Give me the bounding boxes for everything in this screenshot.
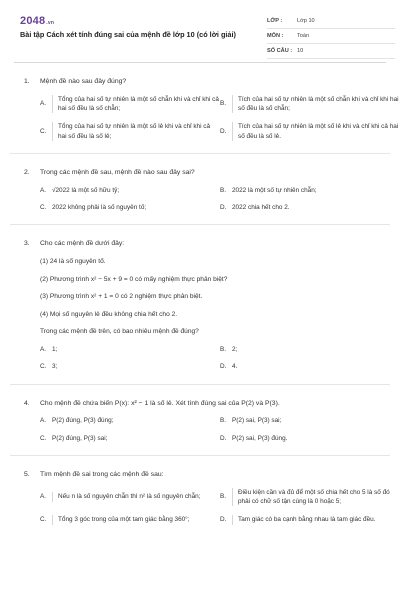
option-text: 1; xyxy=(52,345,58,353)
question-divider xyxy=(10,224,390,225)
statement-line: (2) Phương trình x² − 5x + 9 = 0 có mấy nghiệm thực phân biệt? xyxy=(40,275,228,283)
option-b[interactable] xyxy=(220,488,400,507)
option-text: 2022 không phải là số nguyên tố; xyxy=(52,204,147,212)
question-number: 3. xyxy=(24,240,30,248)
document-title: Bài tập Cách xét tính đúng sai của mệnh đề lớp 10 (có lời giải) xyxy=(20,30,236,39)
option-text: 2022 chia hết cho 2. xyxy=(232,204,290,212)
option-key: C. xyxy=(40,516,47,524)
option-text: 2022 là một số tự nhiên chẵn; xyxy=(232,186,317,194)
option-key: C. xyxy=(40,128,47,136)
statement-line: (3) Phương trình x² + 1 = 0 có 2 nghiệm thực phân biệt. xyxy=(40,293,203,301)
options-grid xyxy=(40,345,386,372)
option-key: A. xyxy=(40,493,47,501)
option-a[interactable] xyxy=(40,488,220,507)
option-b[interactable] xyxy=(220,345,400,354)
site-logo[interactable] xyxy=(20,14,54,30)
statement-line: (4) Mọi số nguyên lẻ đều không chia hết cho 2. xyxy=(40,310,178,318)
option-text: P(2) sai, P(3) đúng. xyxy=(232,434,288,442)
question-number: 2. xyxy=(24,168,30,176)
option-key: D. xyxy=(220,434,227,442)
option-a[interactable] xyxy=(40,186,220,195)
option-key: B. xyxy=(220,100,227,108)
option-key: A. xyxy=(40,345,47,353)
question-text: Trong các mệnh đề sau, mệnh đề nào sau đây sai? xyxy=(40,168,195,176)
options-grid xyxy=(40,416,386,443)
option-text: Nếu n là số nguyên chẵn thì n² là số nguyên chẵn; xyxy=(52,492,200,501)
question-4 xyxy=(24,399,386,443)
options-grid xyxy=(40,95,399,141)
option-key: C. xyxy=(40,363,47,371)
question-text: Cho các mệnh đề dưới đây: xyxy=(40,240,125,248)
meta-label: MÔN : xyxy=(267,32,284,39)
question-divider xyxy=(10,153,390,154)
question-5 xyxy=(24,470,390,525)
option-c[interactable] xyxy=(40,122,220,141)
statement-line: (1) 24 là số nguyên tố. xyxy=(40,258,106,266)
question-2 xyxy=(24,168,386,212)
option-text: P(2) đúng, P(3) đúng; xyxy=(52,417,114,425)
question-3 xyxy=(24,239,386,371)
option-d[interactable] xyxy=(220,434,400,443)
option-key: A. xyxy=(40,186,47,194)
meta-row-grade xyxy=(267,14,395,29)
meta-value: Toán xyxy=(297,32,310,39)
option-text: Điều kiện cần và đủ để một số chia hết cho 5 là số đó phải có chữ số tận cùng là 0 hoặc 5; xyxy=(232,488,400,507)
meta-row-subject xyxy=(267,29,395,44)
option-key: D. xyxy=(220,204,227,212)
option-a[interactable] xyxy=(40,416,220,425)
meta-label: LỚP : xyxy=(267,17,283,24)
option-text: 2; xyxy=(232,345,238,353)
meta-table xyxy=(267,14,395,59)
option-a[interactable] xyxy=(40,345,220,354)
option-text: √2022 là một số hữu tỷ; xyxy=(52,186,120,194)
option-key: B. xyxy=(220,493,227,501)
question-divider xyxy=(10,384,390,385)
option-key: A. xyxy=(40,100,47,108)
worksheet-header xyxy=(14,0,386,63)
option-text: Tam giác có ba cạnh bằng nhau là tam giác đều. xyxy=(232,515,376,524)
option-text: 4. xyxy=(232,363,238,371)
question-1 xyxy=(24,77,399,141)
option-d[interactable] xyxy=(220,122,400,141)
question-stem xyxy=(24,239,386,249)
option-d[interactable] xyxy=(220,203,400,212)
option-key: C. xyxy=(40,204,47,212)
question-stem xyxy=(24,77,386,87)
option-c[interactable] xyxy=(40,434,220,443)
question-stem xyxy=(24,399,386,409)
question-stem xyxy=(24,470,386,480)
option-key: B. xyxy=(220,186,227,194)
option-b[interactable] xyxy=(220,416,400,425)
question-number: 4. xyxy=(24,399,30,407)
option-text: Tổng của hai số tự nhiên là một số lẻ khi và chỉ khi cả hai số đều là số lẻ; xyxy=(52,122,220,141)
option-b[interactable] xyxy=(220,95,400,114)
meta-value: Lớp 10 xyxy=(297,17,315,24)
option-text: 3; xyxy=(52,363,58,371)
option-key: D. xyxy=(220,516,227,524)
options-grid xyxy=(40,186,386,213)
options-grid xyxy=(40,488,390,525)
option-text: Tích của hai số tự nhiên là một số chẵn khi và chỉ khi hai số đều là số chẵn; xyxy=(232,95,400,114)
question-number: 5. xyxy=(24,470,30,478)
meta-label: SỐ CÂU : xyxy=(267,47,293,54)
question-number: 1. xyxy=(24,78,30,85)
option-key: A. xyxy=(40,417,47,425)
option-b[interactable] xyxy=(220,186,400,195)
question-text: Mệnh đề nào sau đây đúng? xyxy=(40,78,127,85)
question-stem xyxy=(24,168,386,178)
option-text: P(2) sai, P(3) sai; xyxy=(232,417,282,425)
option-text: Tổng của hai số tự nhiên là một số chẵn khi và chỉ khi cả hai số đều là số chẵn; xyxy=(52,95,220,114)
option-key: D. xyxy=(220,128,227,136)
option-c[interactable] xyxy=(40,203,220,212)
option-a[interactable] xyxy=(40,95,220,114)
logo-main: 2048 xyxy=(20,15,46,27)
option-text: Tổng 3 góc trong của một tam giác bằng 360°; xyxy=(52,515,190,524)
option-key: B. xyxy=(220,417,227,425)
option-key: D. xyxy=(220,363,227,371)
meta-value: 10 xyxy=(297,47,304,54)
option-key: C. xyxy=(40,434,47,442)
option-d[interactable] xyxy=(220,515,400,524)
option-c[interactable] xyxy=(40,362,220,371)
logo-sub: .vn xyxy=(46,20,55,26)
option-d[interactable] xyxy=(220,362,400,371)
option-c[interactable] xyxy=(40,515,220,524)
statement-line: Trong các mệnh đề trên, có bao nhiêu mệnh đề đúng? xyxy=(40,328,199,336)
option-text: Tích của hai số tự nhiên là một số lẻ khi và chỉ khi cả hai số đều là số lẻ. xyxy=(232,122,400,141)
question-divider xyxy=(10,455,390,456)
question-text: Tìm mệnh đề sai trong các mệnh đề sau: xyxy=(40,470,164,478)
option-key: B. xyxy=(220,345,227,353)
question-text: Cho mệnh đề chứa biến P(x): x² − 1 là số lẻ. Xét tính đúng sai của P(2) và P(3). xyxy=(40,399,280,407)
option-text: P(2) đúng, P(3) sai; xyxy=(52,434,108,442)
meta-row-count xyxy=(267,44,395,59)
